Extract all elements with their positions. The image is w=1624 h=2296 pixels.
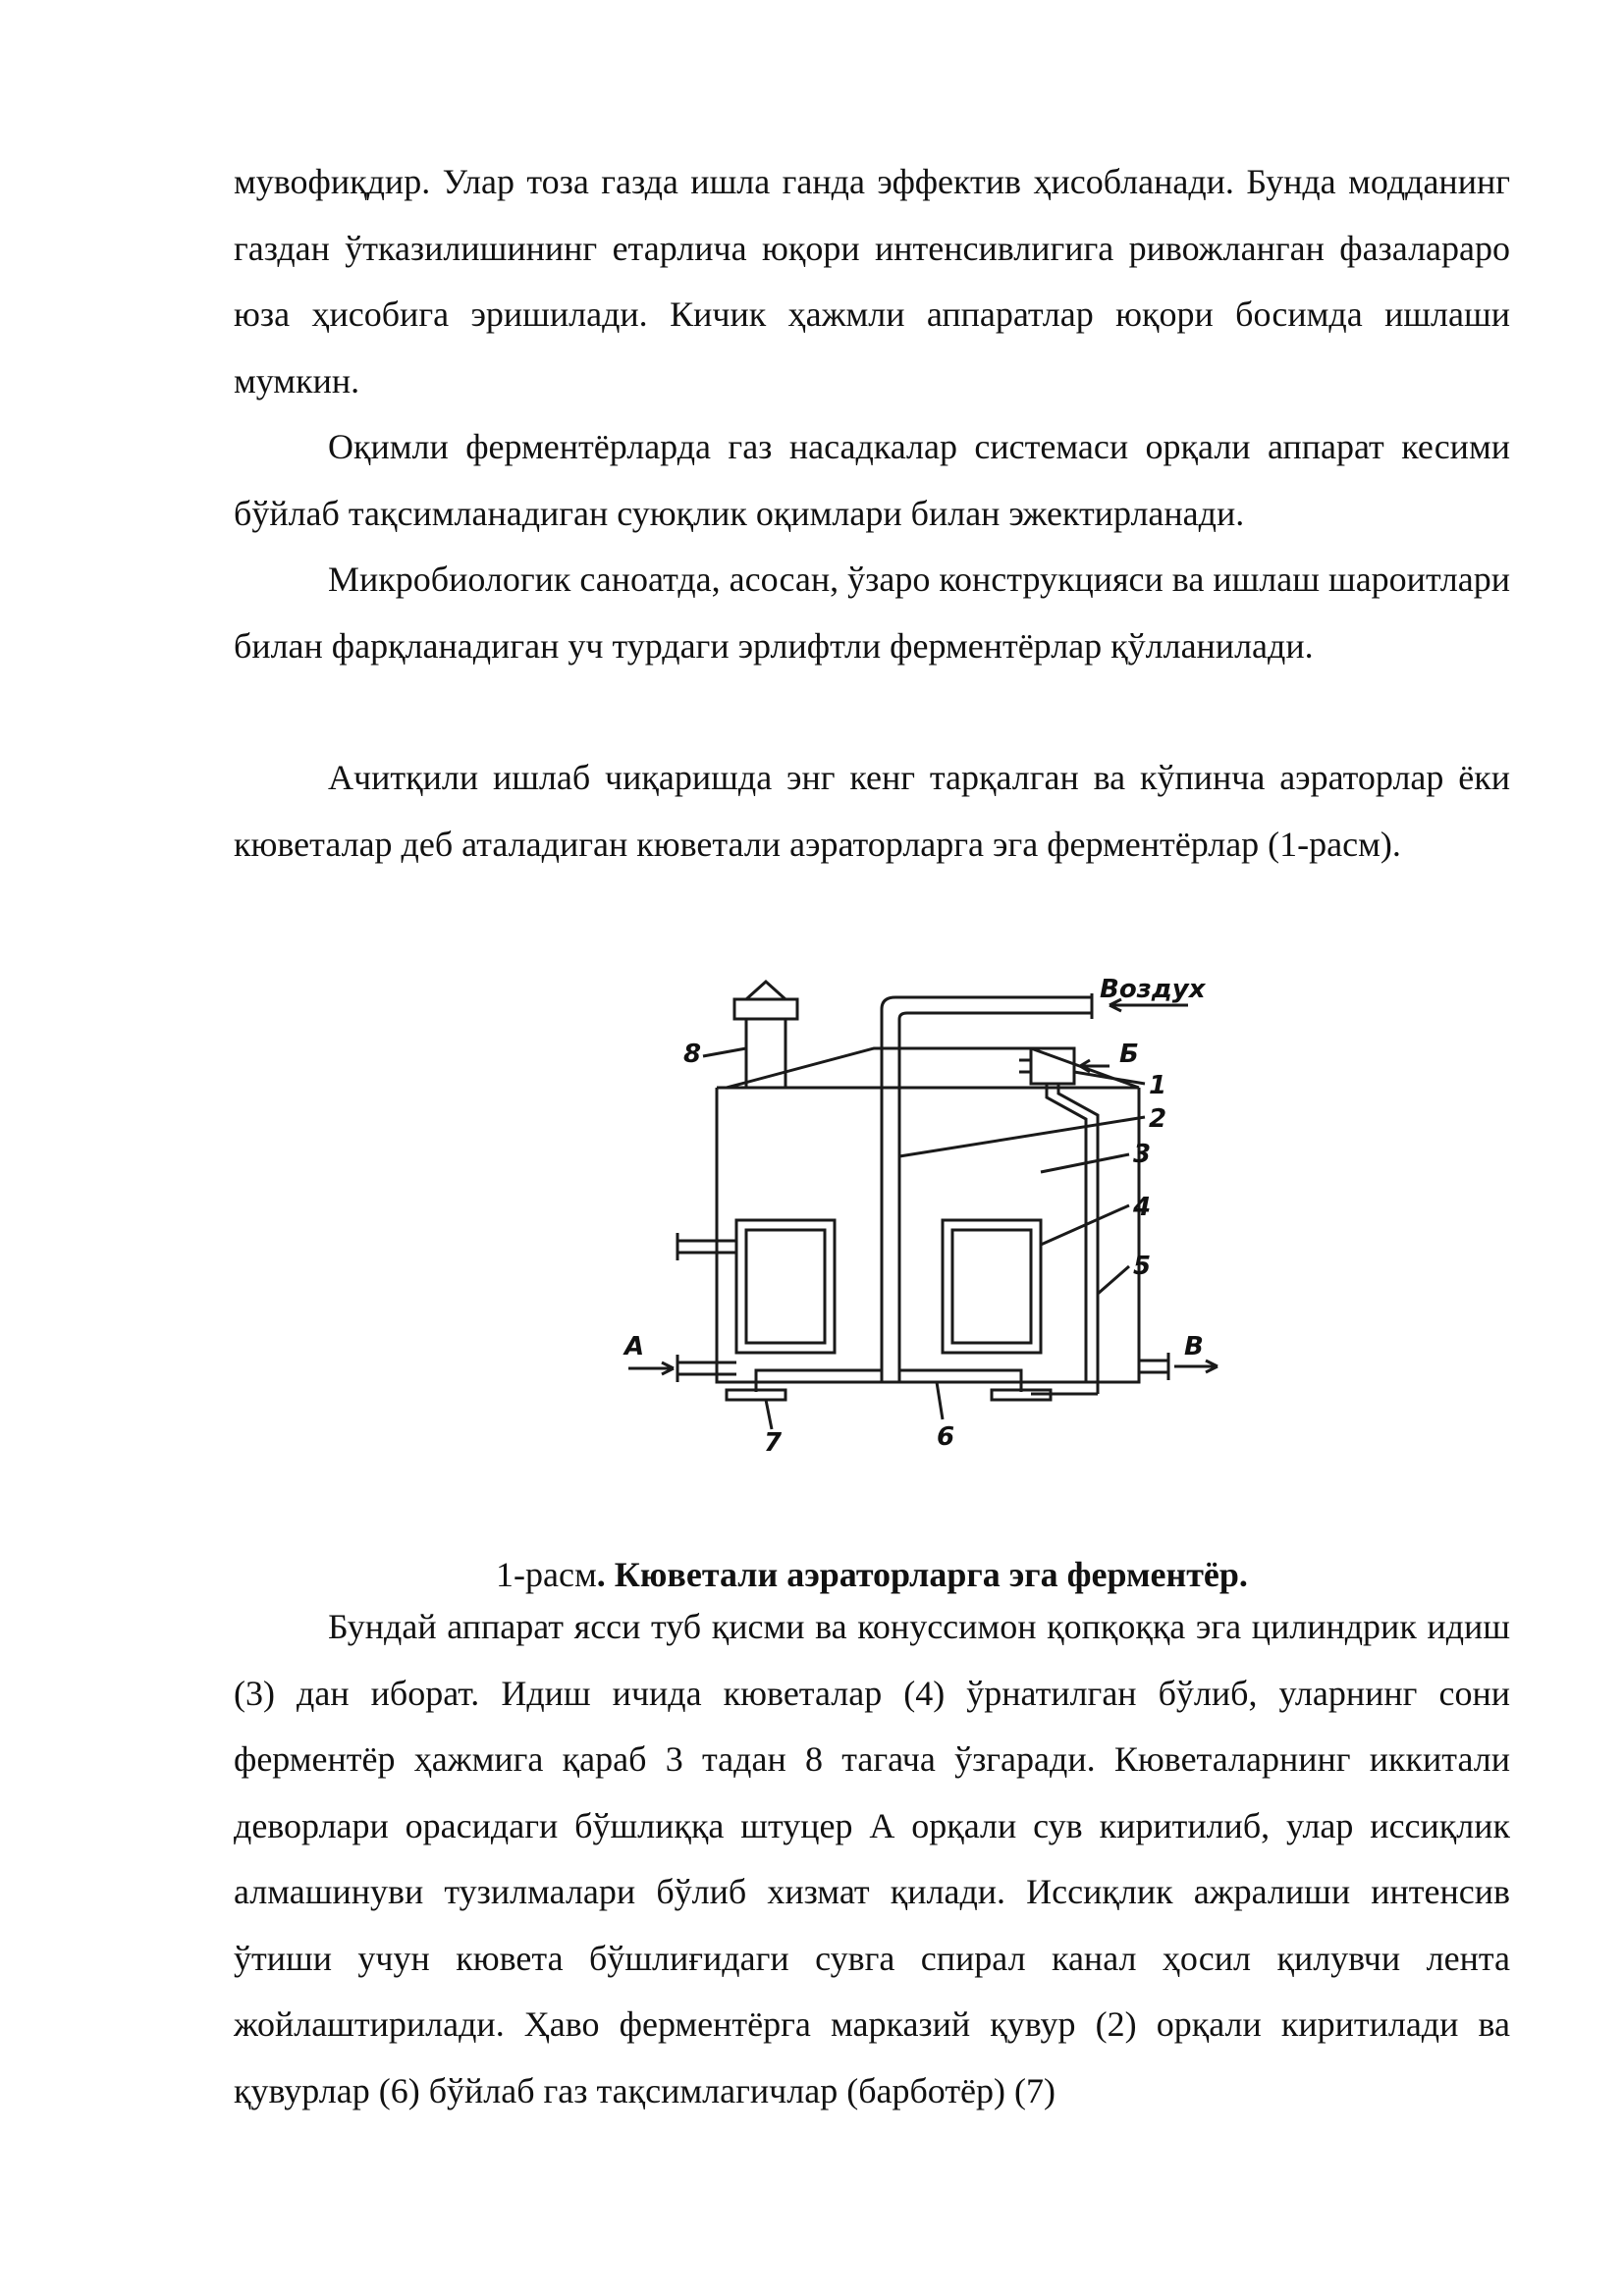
fermenter-figure: [619, 950, 1227, 1510]
paragraph-5: Бундай аппарат ясси туб қисми ва конуссимон қопқоққа эга цилиндрик идиш (3) дан иборат. Идиш ичида кюветалар (4) ўрнатилган бўлиб, уларнинг сони ферментёр ҳажмига қараб 3 тадан 8 тагача ўзгаради. Кюветаларнинг иккитали деворлари орасидаги бўшлиққа штуцер А орқали сув киритилиб, улар иссиқлик алмашинуви тузилмалари бўлиб хизмат қилади. Иссиқлик ажралиши интенсив ўтиши учун кювета бўшлиғидаги сувга спирал канал ҳосил қилувчи лента жойлаштирилади. Ҳаво ферментёрга марказий қувур (2) орқали киритилади ва қувурлар (6) бўйлаб газ тақсимлагичлар (барботёр) (7): [234, 1607, 1510, 2110]
label-3: 3: [1133, 1140, 1152, 1169]
paragraph-4: Ачитқили ишлаб чиқаришда энг кенг тарқалган ва кўпинча аэраторлар ёки кюветалар деб аталадиган кюветали аэраторларга эга ферментёрлар (1-расм).: [234, 758, 1510, 864]
figure-caption: [234, 1549, 1510, 1600]
vessel-lid: [727, 1048, 1139, 1088]
vessel-wall: [717, 1088, 1139, 1382]
label-8: 8: [683, 1040, 702, 1069]
label-air: Воздух: [1100, 975, 1206, 1004]
label-5: 5: [1133, 1252, 1152, 1281]
caption-title: . Кюветали аэраторларга эга ферментёр.: [596, 1555, 1248, 1594]
label-4: 4: [1133, 1193, 1152, 1222]
sparger: [727, 1390, 785, 1400]
paragraph-1: мувофиқдир. Улар тоза газда ишла ганда эффектив ҳисобланади. Бунда модданинг газдан ўтказилишининг етарлича юқори интенсивлигига ривожланган фазалараро юза ҳисобига эришилади. Кичик ҳажмли аппаратлар юқори босимда ишлаши мумкин.: [234, 162, 1510, 400]
caption-prefix: 1-расм: [496, 1555, 597, 1594]
water-inlet-fitting: [1031, 1048, 1074, 1084]
paragraph-3: Микробиологик саноатда, асосан, ўзаро конструкцияси ва ишлаш шароитлари билан фарқланадиган уч турдаги эрлифтли ферментёрлар қўлланилади.: [234, 560, 1510, 666]
label-7: 7: [764, 1428, 783, 1458]
label-a: А: [624, 1332, 645, 1362]
label-2: 2: [1149, 1104, 1167, 1134]
exhaust-cap: [734, 999, 797, 1019]
cuvette-left: [736, 1220, 835, 1353]
cuvette-right: [943, 1220, 1041, 1353]
label-1: 1: [1149, 1071, 1167, 1100]
paragraph-2: Оқимли ферментёрларда газ насадкалар системаси орқали аппарат кесими бўйлаб тақсимланадиган суюқлик оқимлари билан эжектирланади.: [234, 427, 1510, 533]
label-6: 6: [937, 1422, 955, 1452]
fermenter-diagram: [619, 950, 1227, 1510]
label-b: Б: [1119, 1040, 1139, 1069]
label-v: В: [1184, 1332, 1204, 1362]
